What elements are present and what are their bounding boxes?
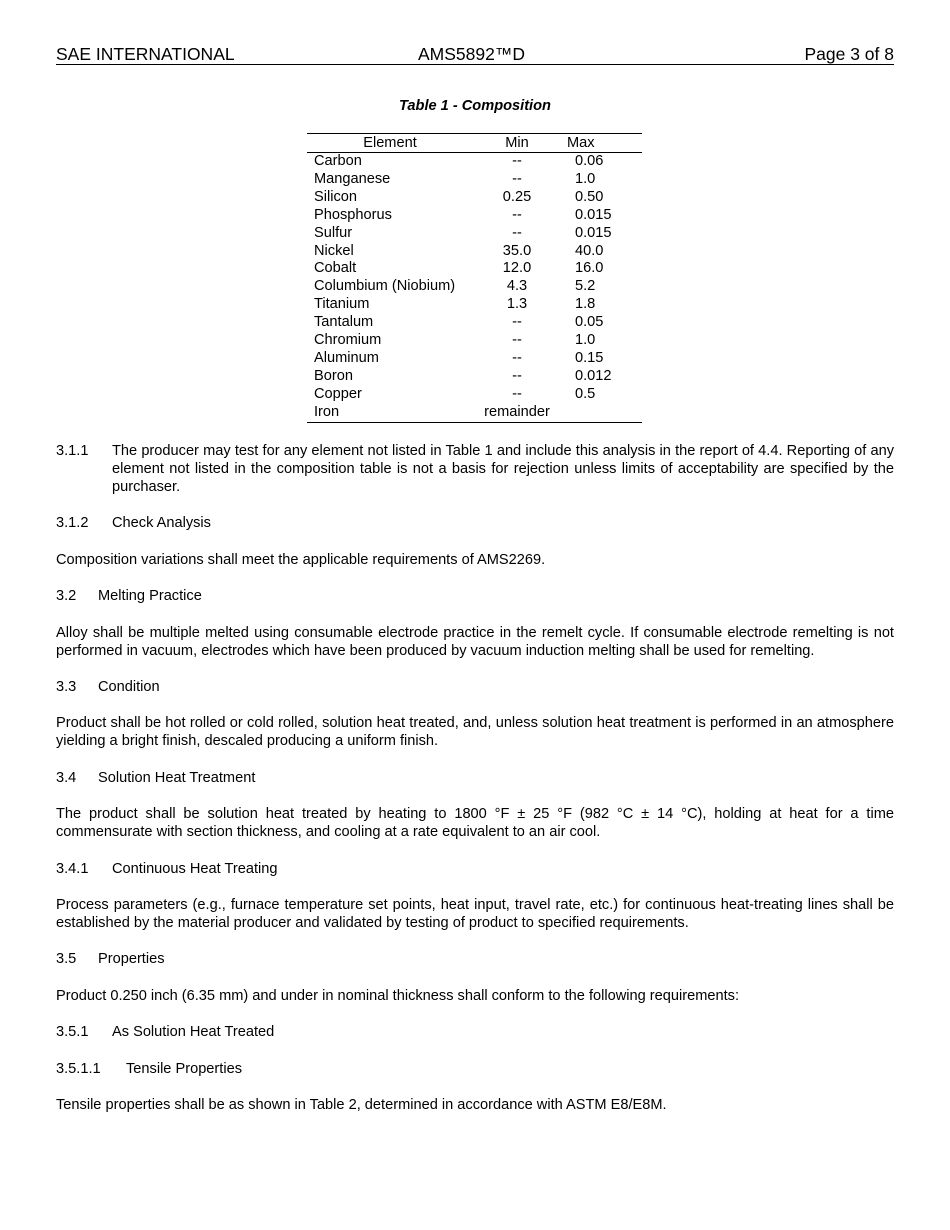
section-3-4-text: The product shall be solution heat treated by heating to 1800 °F ± 25 °F (982 °C ± 14 °C), holding at heat for a time commensurate with section thickness, and cooling at a rate equivalent to an air cool.	[56, 806, 894, 840]
col-header-element: Element	[307, 134, 473, 153]
table-row	[307, 189, 642, 207]
cell-min: --	[512, 367, 522, 384]
section-3-2-heading	[56, 587, 894, 605]
section-3-5-text: Product 0.250 inch (6.35 mm) and under in nominal thickness shall conform to the following requirements:	[56, 988, 740, 1004]
cell-max: 0.015	[575, 206, 612, 223]
section-3-1-2-heading	[56, 514, 894, 532]
cell-element: Carbon	[314, 153, 362, 169]
header-org: SAE INTERNATIONAL	[56, 44, 235, 64]
cell-element: Silicon	[314, 188, 357, 205]
section-3-1-1	[56, 442, 894, 496]
section-3-3-text: Product shall be hot rolled or cold rolled, solution heat treated, and, unless solution heat treatment is performed in an atmosphere yielding a bright finish, descaled producing a uniform finish.	[56, 715, 894, 749]
section-3-1-2-text: Composition variations shall meet the applicable requirements of AMS2269.	[56, 552, 546, 568]
composition-table	[307, 133, 642, 423]
table-row	[307, 207, 642, 225]
cell-element: Cobalt	[314, 260, 357, 277]
cell-element: Manganese	[314, 170, 391, 187]
section-3-4-1-text: Process parameters (e.g., furnace temperature set points, heat input, travel rate, etc.) for continuous heat-treating lines shall be established by the material producer and validated by testing of product to specified requirements.	[56, 897, 894, 931]
section-title: Continuous Heat Treating	[112, 861, 278, 877]
section-3-4-1-heading	[56, 860, 894, 878]
cell-max: 0.06	[575, 153, 604, 169]
table-row	[307, 314, 642, 332]
section-number: 3.3	[56, 679, 77, 695]
cell-element: Copper	[314, 385, 362, 402]
section-number: 3.5	[56, 951, 77, 967]
cell-element: Sulfur	[314, 224, 353, 241]
section-title: Melting Practice	[98, 588, 202, 604]
table-row	[307, 225, 642, 243]
cell-min: 1.3	[506, 296, 528, 313]
section-3-5-1-1-text: Tensile properties shall be as shown in Table 2, determined in accordance with ASTM E8/E8M.	[56, 1097, 667, 1113]
section-title: Properties	[98, 951, 165, 967]
cell-min: 12.0	[502, 260, 532, 277]
table1-title: Table 1 - Composition	[399, 98, 551, 114]
cell-max: 0.5	[575, 385, 596, 402]
cell-element: Phosphorus	[314, 206, 392, 223]
col-header-max: Max	[561, 134, 642, 153]
cell-min: remainder	[473, 404, 561, 422]
table-row	[307, 404, 642, 422]
section-title: Condition	[98, 679, 160, 695]
section-3-2-text: Alloy shall be multiple melted using consumable electrode practice in the remelt cycle. If consumable electrode remelting is not performed in vacuum, electrodes which have been produced by vacuum induction melting shall be used for remelting.	[56, 625, 894, 659]
cell-element: Columbium (Niobium)	[314, 278, 456, 295]
cell-min: --	[512, 332, 522, 349]
cell-min: --	[512, 385, 522, 402]
section-3-5-heading	[56, 950, 894, 968]
cell-max: 1.8	[575, 296, 596, 313]
cell-element: Chromium	[314, 332, 382, 349]
cell-max: 1.0	[575, 332, 596, 349]
section-3-4-heading	[56, 769, 894, 787]
section-number: 3.4	[56, 770, 77, 786]
section-number: 3.1.2	[56, 515, 89, 531]
table-row	[307, 350, 642, 368]
section-title: As Solution Heat Treated	[112, 1024, 275, 1040]
cell-max: 5.2	[575, 278, 596, 295]
table-row	[307, 243, 642, 261]
cell-max: 0.012	[575, 367, 612, 384]
section-number: 3.5.1	[56, 1024, 89, 1040]
cell-element: Aluminum	[314, 349, 379, 366]
cell-min: 4.3	[506, 278, 528, 295]
section-title: Tensile Properties	[126, 1061, 242, 1077]
header-doc-number: AMS5892™D	[418, 44, 525, 64]
cell-element: Nickel	[314, 242, 354, 259]
cell-min: --	[512, 349, 522, 366]
header-page-number: Page 3 of 8	[804, 44, 894, 64]
cell-element: Iron	[307, 404, 473, 422]
cell-element: Boron	[314, 367, 353, 384]
cell-max: 0.15	[575, 349, 604, 366]
cell-max: 0.50	[575, 188, 604, 205]
section-title: Solution Heat Treatment	[98, 770, 256, 786]
page-header	[56, 44, 894, 65]
table-row	[307, 278, 642, 296]
cell-min: 0.25	[502, 188, 532, 205]
cell-max: 0.015	[575, 224, 612, 241]
table-row	[307, 296, 642, 314]
cell-max: 0.05	[575, 314, 604, 331]
col-header-min: Min	[473, 134, 561, 153]
section-number: 3.4.1	[56, 861, 89, 877]
section-3-3-heading	[56, 678, 894, 696]
section-3-5-1-heading	[56, 1023, 894, 1041]
cell-element: Titanium	[314, 296, 370, 313]
cell-min: --	[512, 314, 522, 331]
section-number: 3.2	[56, 588, 77, 604]
table-row	[307, 153, 642, 171]
table-row	[307, 332, 642, 350]
table-header-row	[307, 134, 642, 153]
table-row	[307, 171, 642, 189]
section-title: Check Analysis	[112, 515, 211, 531]
table-row	[307, 260, 642, 278]
cell-max: 40.0	[575, 242, 604, 259]
cell-element: Tantalum	[314, 314, 374, 331]
cell-min: --	[512, 206, 522, 223]
cell-max: 1.0	[575, 170, 596, 187]
section-3-5-1-1-heading	[56, 1060, 894, 1078]
cell-min: --	[512, 224, 522, 241]
cell-min: --	[512, 153, 522, 169]
table-row	[307, 368, 642, 386]
section-number: 3.1.1	[56, 443, 89, 459]
section-text: The producer may test for any element not listed in Table 1 and include this analysis in the report of 4.4. Reporting of any element not listed in the composition table is not a basis for rejection unless limits of acceptability are specified by the purchaser.	[112, 443, 894, 495]
table-row	[307, 386, 642, 404]
cell-max: 16.0	[575, 260, 604, 277]
section-number: 3.5.1.1	[56, 1061, 101, 1077]
cell-min: 35.0	[502, 242, 532, 259]
cell-min: --	[512, 170, 522, 187]
cell-max	[561, 404, 642, 422]
